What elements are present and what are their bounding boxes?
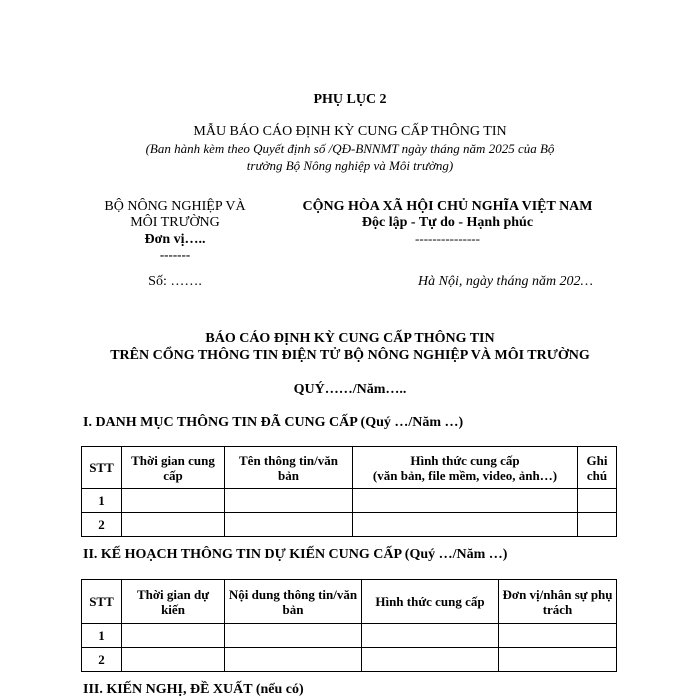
unit-name: Đơn vị….. [144,232,206,247]
col-provision-form [353,447,578,489]
table-row [82,648,617,672]
table-cell [122,648,225,672]
table-cell [225,624,362,648]
planned-info-table [81,579,617,672]
col-provided-time: Thời gian cung cấp [122,447,225,489]
document-number: Số: ……. [148,274,202,289]
table-cell [225,489,353,513]
issued-note-line2: trưởng Bộ Nông nghiệp và Môi trường) [246,158,454,173]
table-cell [499,648,617,672]
col-provision-form: Hình thức cung cấp [362,580,499,624]
section3-title: III. KIẾN NGHỊ, ĐỀ XUẤT (nếu có) [83,682,304,697]
report-title-line1: BÁO CÁO ĐỊNH KỲ CUNG CẤP THÔNG TIN [205,331,495,346]
form-title: MẪU BÁO CÁO ĐỊNH KỲ CUNG CẤP THÔNG TIN [193,124,507,139]
row-number: 2 [82,648,122,672]
ministry-name-line1: BỘ NÔNG NGHIỆP VÀ [104,199,246,214]
place-and-date: Hà Nội, ngày tháng năm 202… [418,274,593,289]
col-stt: STT [82,447,122,489]
col-info-content: Nội dung thông tin/văn bản [225,580,362,624]
table-cell [122,513,225,537]
table-row [82,489,617,513]
section1-title: I. DANH MỤC THÔNG TIN ĐÃ CUNG CẤP (Quý …/Năm …) [83,415,464,430]
state-motto: Độc lập - Tự do - Hạnh phúc [361,215,534,230]
planned-info-header-row [82,580,617,624]
report-period: QUÝ……/Năm….. [293,382,407,397]
table-cell [499,624,617,648]
col-info-name: Tên thông tin/văn bản [225,447,353,489]
table-cell [122,624,225,648]
col-expected-time: Thời gian dự kiến [122,580,225,624]
row-number: 1 [82,624,122,648]
issued-note-line1: (Ban hành kèm theo Quyết định số /QĐ-BNNMT ngày tháng năm 2025 của Bộ [145,141,555,156]
table-cell [362,648,499,672]
col-provision-form-detail: (văn bản, file mềm, video, ảnh…) [372,467,558,483]
report-title-line2: TRÊN CỔNG THÔNG TIN ĐIỆN TỬ BỘ NÔNG NGHIỆP VÀ MÔI TRƯỜNG [110,348,590,363]
row-number: 2 [82,513,122,537]
ministry-name-line2: MÔI TRƯỜNG [130,215,220,230]
row-number: 1 [82,489,122,513]
col-provision-form-label: Hình thức cung cấp [410,452,520,468]
provided-info-header-row [82,447,617,489]
appendix-title: PHỤ LỤC 2 [313,92,387,107]
table-cell [578,489,617,513]
col-responsible-unit: Đơn vị/nhân sự phụ trách [499,580,617,624]
provided-info-table [81,446,617,537]
section2-title: II. KẾ HOẠCH THÔNG TIN DỰ KIẾN CUNG CẤP (Quý …/Năm …) [83,547,508,562]
left-header-separator: ------- [159,247,191,262]
table-row [82,513,617,537]
table-cell [353,489,578,513]
table-cell [225,513,353,537]
col-stt: STT [82,580,122,624]
table-cell [225,648,362,672]
table-cell [362,624,499,648]
table-cell [578,513,617,537]
right-header-separator: --------------- [415,231,480,246]
table-cell [122,489,225,513]
table-cell [353,513,578,537]
col-notes: Ghi chú [578,447,617,489]
table-row [82,624,617,648]
state-name: CỘNG HÒA XÃ HỘI CHỦ NGHĨA VIỆT NAM [302,199,593,214]
